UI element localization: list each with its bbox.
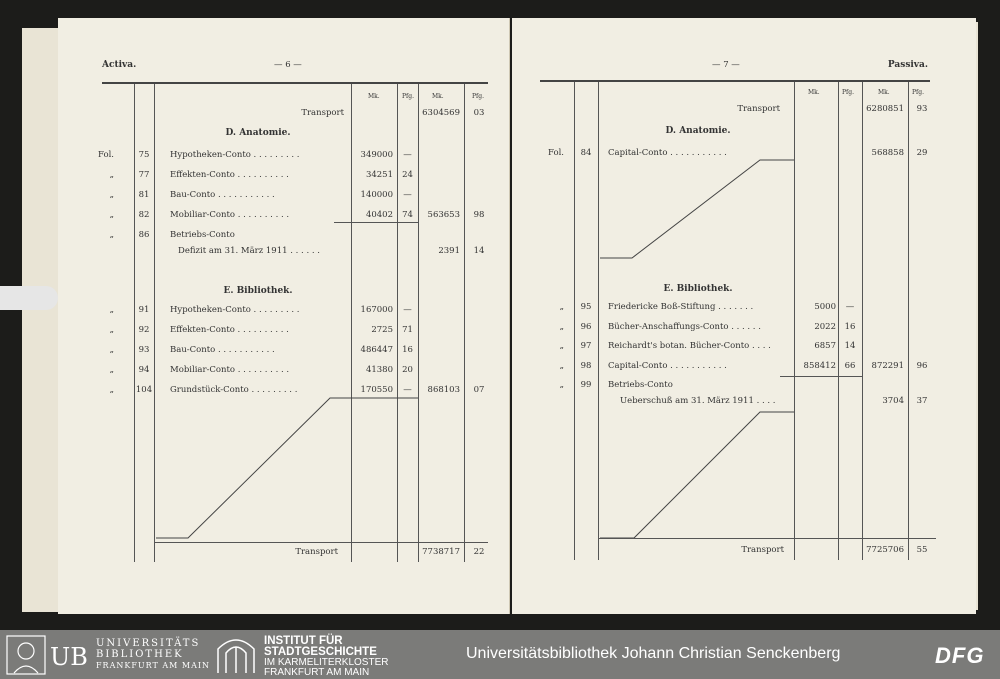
entry-total-pfg: 96	[916, 360, 928, 371]
footer-bar	[0, 630, 1000, 679]
entry-mk: 2725	[371, 325, 393, 335]
entry-mk: 858412	[803, 360, 836, 371]
surplus-text: Ueberschuß am 31. März 1911 . . . .	[620, 396, 776, 406]
entry-pfg: 16	[402, 345, 413, 355]
entry-pfg: 16	[844, 321, 856, 332]
ub-line: BIBLIOTHEK	[96, 649, 184, 660]
left-page	[58, 18, 510, 614]
transport-mk: 6304569	[422, 108, 460, 118]
entry-pfg: 74	[402, 210, 413, 220]
col-header-pfg: Pfg.	[912, 89, 925, 96]
section-bibliothek: E. Bibliothek.	[223, 286, 293, 296]
entry-mk: 170550	[360, 385, 393, 395]
fol-number: 86	[138, 230, 150, 240]
entry-mk: 140000	[360, 190, 393, 200]
fol-label: „	[109, 170, 114, 180]
col-header-pfg: Pfg.	[842, 89, 855, 96]
bottom-transport-label: Transport	[741, 545, 784, 555]
fol-label: „	[109, 210, 114, 220]
ist-line: INSTITUT FÜR	[264, 635, 343, 647]
entry-text: Reichardt's botan. Bücher-Conto . . . .	[608, 341, 771, 351]
fol-label: „	[109, 230, 114, 240]
entry-text: Hypotheken-Conto . . . . . . . . .	[170, 150, 300, 160]
bottom-transport-mk: 7725706	[866, 545, 904, 555]
dfg-logo: DFG	[935, 643, 985, 668]
ist-line: STADTGESCHICHTE	[264, 646, 377, 658]
header-activa: Activa.	[102, 60, 137, 70]
entry-pfg: 24	[402, 170, 413, 180]
transport-label: Transport	[301, 108, 344, 118]
right-page	[512, 18, 976, 614]
fol-label: „	[559, 360, 564, 371]
fol-number: 93	[138, 345, 150, 355]
entry-mk: 349000	[360, 150, 393, 160]
entry-pfg: —	[403, 385, 412, 395]
transport-label: Transport	[737, 104, 780, 114]
fol-label: Fol.	[98, 150, 114, 160]
entry-text: Betriebs-Conto	[608, 380, 673, 390]
fol-number: 91	[138, 305, 150, 315]
entry-text: Betriebs-Conto	[170, 230, 235, 240]
ub-logo-icon	[6, 635, 90, 675]
entry-text: Mobiliar-Conto . . . . . . . . . .	[170, 365, 290, 375]
deficit-mk: 2391	[438, 246, 460, 256]
col-header-mk: Mk.	[878, 89, 890, 96]
entry-total-mk: 872291	[871, 360, 904, 371]
institute-text	[264, 636, 388, 678]
entry-text: Bau-Conto . . . . . . . . . . .	[170, 190, 275, 200]
entry-total-mk: 568858	[871, 148, 904, 158]
ub-line: FRANKFURT AM MAIN	[96, 661, 211, 670]
entry-mk: 40402	[365, 210, 393, 220]
deficit-pfg: 14	[473, 246, 485, 256]
fol-label: „	[109, 365, 114, 375]
entry-pfg: —	[845, 302, 855, 312]
entry-text: Grundstück-Conto . . . . . . . . .	[170, 385, 298, 395]
fol-number: 99	[580, 380, 592, 390]
entry-mk: 167000	[360, 305, 393, 315]
entry-pfg: 20	[402, 365, 413, 375]
bottom-transport-label: Transport	[295, 547, 338, 557]
entry-mk: 41380	[365, 365, 393, 375]
fol-number: 97	[580, 341, 592, 351]
entry-pfg: —	[403, 150, 412, 160]
col-header-mk: Mk.	[808, 89, 820, 96]
col-header-pfg: Pfg.	[472, 93, 485, 100]
svg-text:UB: UB	[50, 643, 88, 671]
fol-number: 81	[138, 190, 150, 200]
page-tab-marker	[0, 286, 58, 310]
fol-number: 77	[138, 170, 150, 180]
entry-text: Effekten-Conto . . . . . . . . . .	[170, 325, 289, 335]
ub-line: UNIVERSITÄTS	[96, 638, 201, 649]
col-header-pfg: Pfg.	[402, 93, 415, 100]
fol-label: Fol.	[548, 148, 564, 158]
entry-mk: 34251	[365, 170, 393, 180]
surplus-pfg: 37	[916, 396, 928, 406]
transport-mk: 6280851	[866, 104, 904, 114]
entry-mk: 2022	[814, 321, 836, 332]
entry-pfg: —	[403, 190, 412, 200]
transport-rule	[154, 542, 488, 543]
entry-text: Capital-Conto . . . . . . . . . . .	[608, 148, 727, 158]
entry-pfg: 71	[402, 325, 413, 335]
fol-label: „	[559, 321, 564, 332]
page-number: — 7 —	[712, 60, 740, 70]
entry-text: Bücher-Anschaffungs-Conto . . . . . .	[608, 321, 761, 332]
fol-label: „	[109, 325, 114, 335]
transport-pfg: 93	[916, 104, 928, 114]
section-bibliothek: E. Bibliothek.	[663, 284, 733, 294]
entry-pfg: —	[403, 305, 412, 315]
page-edge-left	[22, 28, 62, 612]
entry-total-pfg: 29	[916, 148, 928, 158]
fol-number: 104	[135, 385, 153, 395]
fol-number: 98	[580, 360, 592, 371]
entry-text: Hypotheken-Conto . . . . . . . . .	[170, 305, 300, 315]
entry-mk: 6857	[814, 341, 836, 351]
library-name: Universitätsbibliothek Johann Christian Senckenberg	[466, 645, 841, 662]
institute-logo-icon	[214, 635, 258, 675]
page-number: — 6 —	[274, 60, 302, 70]
entry-text: Bau-Conto . . . . . . . . . . .	[170, 345, 275, 355]
ist-line: IM KARMELITERKLOSTER	[264, 657, 389, 668]
entry-pfg: 14	[844, 341, 856, 351]
fol-number: 95	[580, 302, 592, 312]
fol-number: 94	[138, 365, 150, 375]
entry-text: Effekten-Conto . . . . . . . . . .	[170, 170, 289, 180]
surplus-mk: 3704	[882, 396, 904, 406]
transport-pfg: 03	[473, 108, 485, 118]
entry-total-mk: 563653	[427, 210, 460, 220]
cancel-diagonal	[512, 18, 976, 614]
ub-text	[96, 638, 210, 671]
fol-label: „	[559, 341, 564, 351]
fol-number: 92	[138, 325, 150, 335]
entry-text: Capital-Conto . . . . . . . . . . .	[608, 360, 727, 371]
section-anatomie: D. Anatomie.	[225, 128, 291, 138]
fol-label: „	[109, 385, 114, 395]
entry-total-pfg: 07	[473, 385, 485, 395]
bottom-transport-mk: 7738717	[422, 547, 460, 557]
entry-pfg: 66	[844, 360, 856, 371]
fol-number: 82	[138, 210, 150, 220]
fol-number: 96	[580, 321, 592, 332]
bottom-transport-pfg: 22	[473, 547, 485, 557]
section-anatomie: D. Anatomie.	[665, 126, 731, 136]
entry-mk: 486447	[360, 345, 393, 355]
col-header-mk: Mk.	[432, 93, 444, 100]
entry-mk: 5000	[814, 302, 836, 312]
ist-line: FRANKFURT AM MAIN	[264, 667, 370, 678]
entry-text: Friedericke Boß-Stiftung . . . . . . .	[608, 302, 754, 312]
fol-label: „	[109, 305, 114, 315]
bottom-transport-pfg: 55	[916, 545, 928, 555]
fol-label: „	[109, 345, 114, 355]
fol-number: 75	[138, 150, 150, 160]
fol-label: „	[109, 190, 114, 200]
col-header-mk: Mk.	[368, 93, 380, 100]
entry-total-pfg: 98	[473, 210, 485, 220]
deficit-text: Defizit am 31. März 1911 . . . . . .	[178, 246, 320, 256]
fol-label: „	[559, 302, 564, 312]
entry-total-mk: 868103	[427, 385, 460, 395]
fol-number: 84	[580, 148, 592, 158]
cancel-diagonal	[58, 18, 509, 614]
fol-label: „	[559, 380, 564, 390]
entry-text: Mobiliar-Conto . . . . . . . . . .	[170, 210, 290, 220]
header-passiva: Passiva.	[887, 60, 928, 70]
transport-rule	[598, 538, 936, 539]
